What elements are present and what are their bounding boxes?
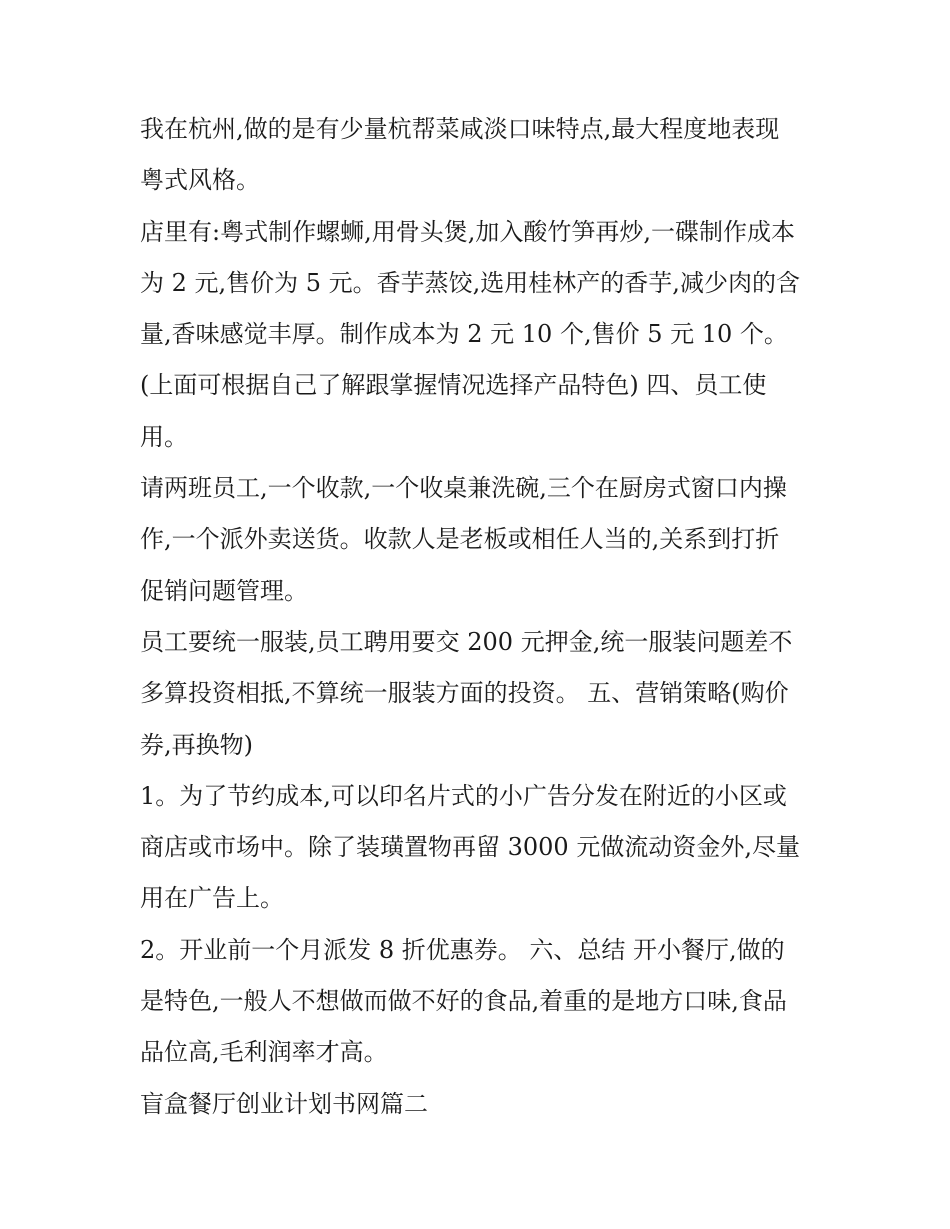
text-line: 店里有:粤式制作螺蛳,用骨头煲,加入酸竹笋再炒,一碟制作成本 bbox=[140, 217, 795, 246]
text-line: 商店或市场中。除了装璜置物再留 3000 元做流动资金外,尽量 bbox=[140, 833, 800, 862]
document-body bbox=[140, 104, 812, 1130]
text-line: 1。为了节约成本,可以印名片式的小广告分发在附近的小区或 bbox=[140, 781, 787, 810]
text-line: 用。 bbox=[140, 422, 188, 451]
text-line: 2。开业前一个月派发 8 折优惠券。 六、总结 开小餐厅,做的 bbox=[140, 935, 785, 964]
text-line: 多算投资相抵,不算统一服装方面的投资。 五、营销策略(购价 bbox=[140, 679, 789, 708]
text-line: 请两班员工,一个收款,一个收桌兼洗碗,三个在厨房式窗口内操 bbox=[140, 474, 787, 503]
text-line: 券,再换物) bbox=[140, 730, 253, 759]
text-line: 是特色,一般人不想做而做不好的食品,着重的是地方口味,食品 bbox=[140, 987, 787, 1016]
section-heading: 盲盒餐厅创业计划书网篇二 bbox=[140, 1089, 428, 1118]
text-line: 促销问题管理。 bbox=[140, 576, 308, 605]
text-line: 作,一个派外卖送货。收款人是老板或相任人当的,关系到打折 bbox=[140, 525, 780, 554]
text-line: 我在杭州,做的是有少量杭帮菜咸淡口味特点,最大程度地表现 bbox=[140, 115, 780, 143]
text-line: 品位高,毛利润率才高。 bbox=[140, 1038, 388, 1067]
text-line: 用在广告上。 bbox=[140, 884, 284, 913]
text-line: 员工要统一服装,员工聘用要交 200 元押金,统一服装问题差不 bbox=[140, 627, 793, 656]
text-line: 为 2 元,售价为 5 元。香芋蒸饺,选用桂林产的香芋,减少肉的含 bbox=[140, 268, 800, 297]
text-line: 粤式风格。 bbox=[140, 166, 260, 195]
text-line: 量,香味感觉丰厚。制作成本为 2 元 10 个,售价 5 元 10 个。 bbox=[140, 320, 788, 349]
text-line: (上面可根据自己了解跟掌握情况选择产品特色) 四、员工使 bbox=[140, 371, 767, 400]
